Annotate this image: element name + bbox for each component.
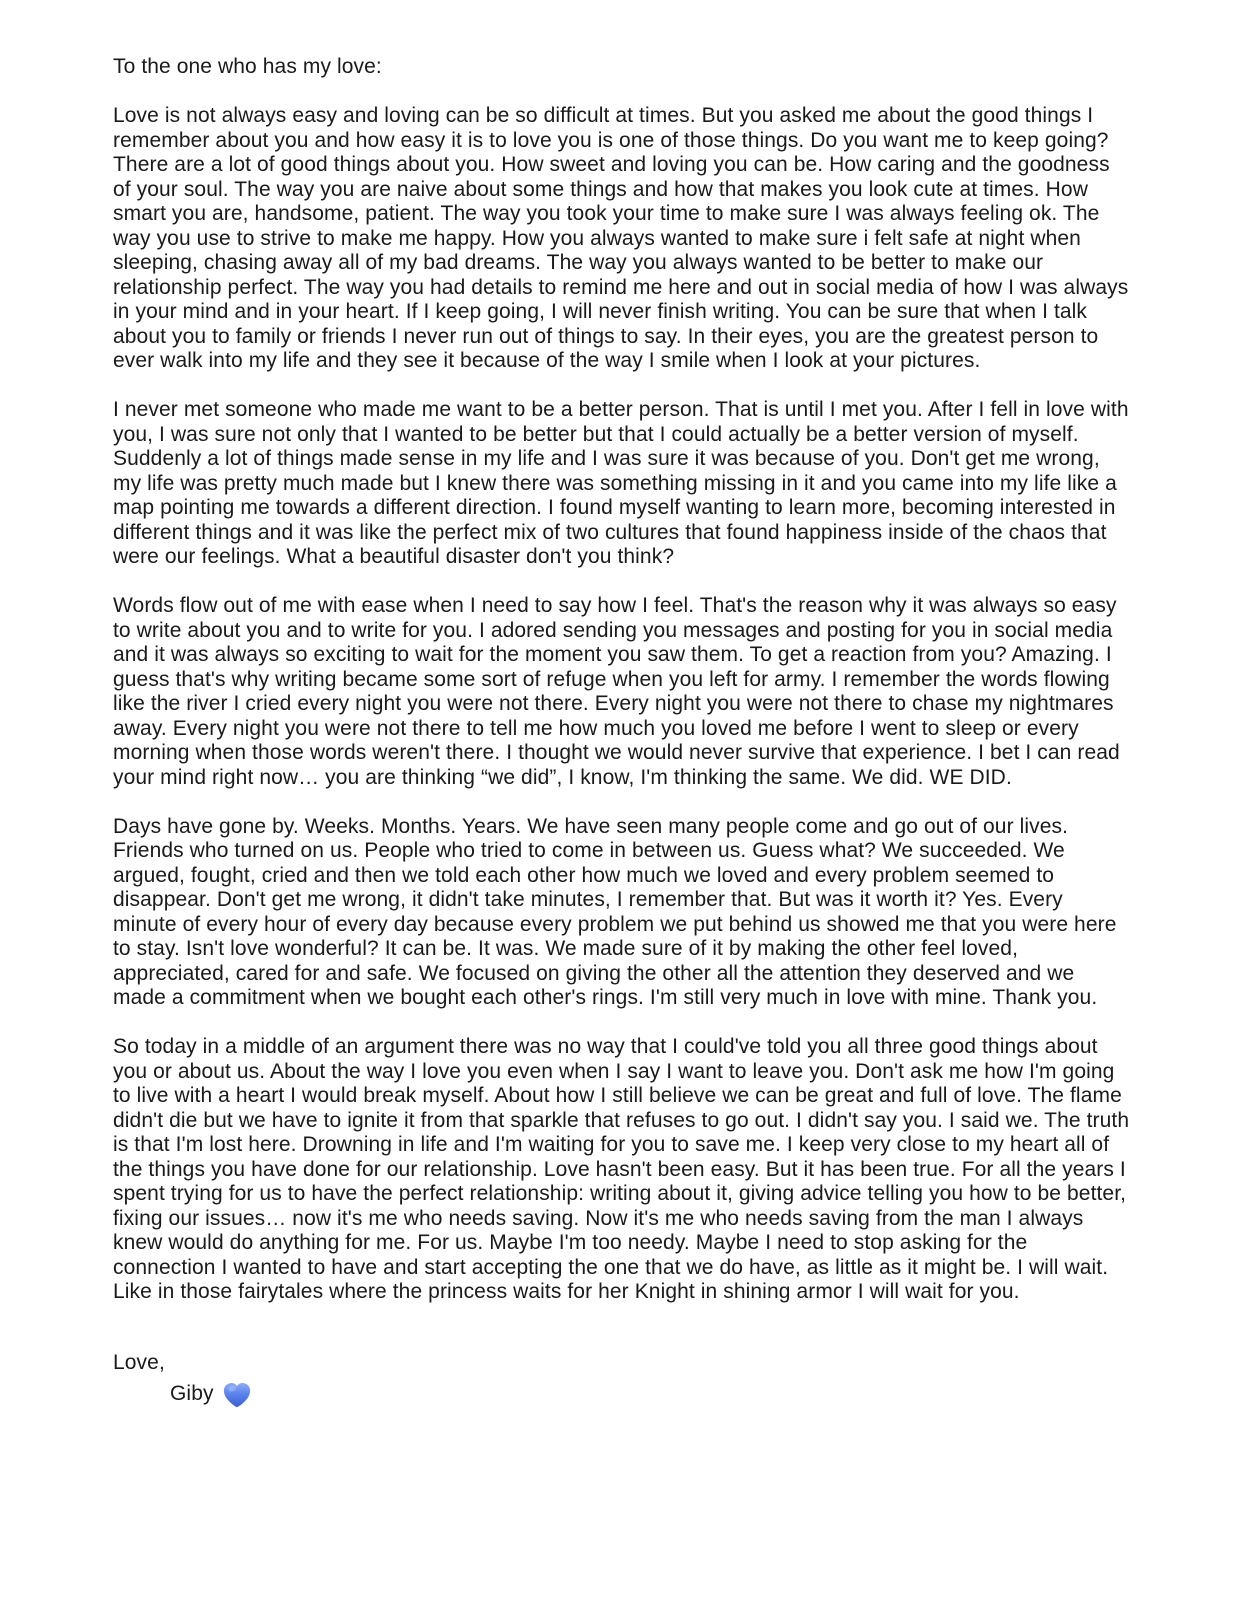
signature-line [113,1381,1130,1407]
letter-paragraph-4: Days have gone by. Weeks. Months. Years. We have seen many people come and go out of our lives. Friends who turned on us. People who tried to come in between us. Guess what? We succeeded. We argued, fought, cried and then we told each other how much we loved and every problem seemed to disappear. Don't get me wrong, it didn't take minutes, I remember that. But was it worth it? Yes. Every minute of every hour of every day because every problem we put behind us showed me that you were here to stay. Isn't love wonderful? It can be. It was. We made sure of it by making the other feel loved, appreciated, cared for and safe. We focused on giving the other all the attention they deserved and we made a commitment when we bought each other's rings. I'm still very much in love with mine. Thank you. [113,814,1117,1009]
letter-paragraph-1: Love is not always easy and loving can be so difficult at times. But you asked me about the good things I remember about you and how easy it is to love you is one of those things. Do you want me to keep going? There are a lot of good things about you. How sweet and loving you can be. How caring and the goodness of your soul. The way you are naive about some things and how that makes you look cute at times. How smart you are, handsome, patient. The way you took your time to make sure I was always feeling ok. The way you use to strive to make me happy. How you always wanted to make sure i felt safe at night when sleeping, chasing away all of my bad dreams. The way you always wanted to be better to make our relationship perfect. The way you had details to remind me here and out in social media of how I was always in your mind and in your heart. If I keep going, I will never finish writing. You can be sure that when I talk about you to family or friends I never run out of things to say. In their eyes, you are the greatest person to ever walk into my life and they see it because of the way I smile when I look at your pictures. [113,104,1129,372]
letter-paragraph-5: So today in a middle of an argument there was no way that I could've told you all three good things about you or about us. About the way I love you even when I say I want to leave you. Don't ask me how I'm going to live with a heart I would break myself. About how I still believe we can be great and full of love. The flame didn't die but we have to ignite it from that sparkle that refuses to go out. I didn't say you. I said we. The truth is that I'm lost here. Drowning in life and I'm waiting for you to save me. I keep very close to my heart all of the things you have done for our relationship. Love hasn't been easy. But it has been true. For all the years I spent trying for us to have the perfect relationship: writing about it, giving advice telling you how to be better, fixing our issues… now it's me who needs saving. Now it's me who needs saving from the man I always knew would do anything for me. For us. Maybe I'm too needy. Maybe I need to stop asking for the connection I wanted to have and start accepting the one that we do have, as little as it might be. I will wait. Like in those fairytales where the princess waits for her Knight in shining armor I will wait for you. [113,1035,1130,1303]
blue-heart-icon [223,1382,251,1408]
letter-paragraph-2: I never met someone who made me want to be a better person. That is until I met you. After I fell in love with you, I was sure not only that I wanted to be better but that I could actually be a better version of myself. Suddenly a lot of things made sense in my life and I was sure it was because of you. Don't get me wrong, my life was pretty much made but I knew there was something missing in it and you came into my life like a map pointing me towards a different direction. I found myself wanting to learn more, becoming interested in different things and it was like the perfect mix of two cultures that found happiness inside of the chaos that were our feelings. What a beautiful disaster don't you think? [113,398,1129,568]
letter-paragraph-3: Words flow out of me with ease when I need to say how I feel. That's the reason why it was always so easy to write about you and to write for you. I adored sending you messages and posting for you in social media and it was always so exciting to wait for the moment you saw them. To get a reaction from you? Amazing. I guess that's why writing became some sort of refuge when you left for army. I remember the words flowing like the river I cried every night you were not there. Every night you were not there to chase my nightmares away. Every night you were not there to tell me how much you loved me before I went to sleep or every morning when those words weren't there. I thought we would never survive that experience. I bet I can read your mind right now… you are thinking “we did”, I know, I'm thinking the same. We did. WE DID. [113,594,1120,789]
salutation: To the one who has my love: [113,55,382,78]
closing: Love, [113,1350,165,1374]
signature-name: Giby [170,1381,214,1405]
letter-body [113,55,1130,1407]
